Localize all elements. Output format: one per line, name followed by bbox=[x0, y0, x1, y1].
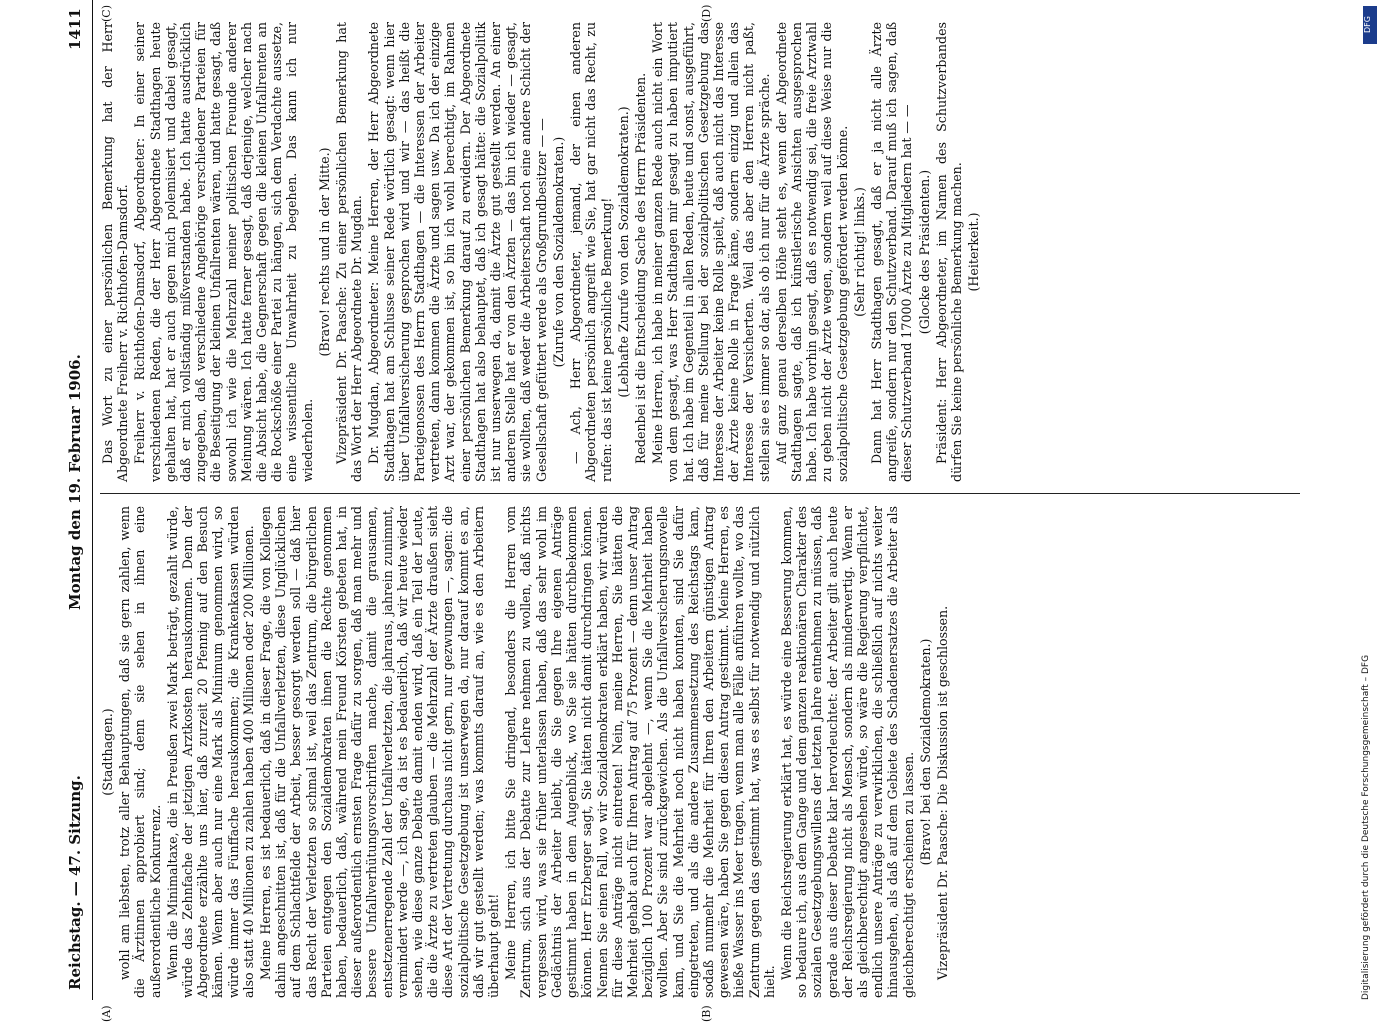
dfg-notice: Digitalisierung gefördert durch die Deutsche Forschungsgemeinschaft – DFG bbox=[1361, 654, 1371, 1000]
right-column-paragraph: (Bravo! rechts und in der Mitte.) bbox=[316, 147, 332, 357]
left-column bbox=[100, 506, 952, 998]
right-column-paragraph: Dann hat Herr Stadthagen gesagt, daß er ja nicht alle Ärzte angreife, sondern nur den Schutzverband. Darauf muß ich sagen, daß dieser Schutzverband 17000 Ärzte zu Mitgliedern hat — — bbox=[868, 22, 915, 482]
margin-mark-b: (B) bbox=[700, 1005, 713, 1022]
left-column-paragraph: Wenn die Minimaltaxe, die in Preußen zwei Mark beträgt, gezahlt würde, würde das Zehnfache der jetzigen Arztkosten herauskommen. Denn der Abgeordnete erzählte uns hier, daß zurzeit 20 Pfennig auf den Besuch kämen. Wenn aber auch nur eine Mark als Minimum genommen wird, so würde immer das Fünffache herauskommen; die Krankenkassen würden also statt 40 Millionen zu zahlen haben 400 Millionen oder 200 Millionen. bbox=[164, 506, 256, 998]
right-column-paragraph: Auf ganz genau derselben Höhe steht es, wenn der Abgeordnete Stadthagen sagte, daß ich künstlerische Ansichten ausgesprochen habe. Ich habe vorhin gesagt, daß es notwendig sei, die freie Arztwahl zu geben nicht der Ärzte wegen, sondern weil auf diese Weise nur die sozialpolitische Gesetzgebung gefördert werden könne. bbox=[773, 22, 850, 482]
header-center: Montag den 19. Februar 1906. bbox=[66, 354, 84, 610]
left-column-paragraph: (Bravo! bei den Sozialdemokraten.) bbox=[917, 638, 933, 866]
page-header bbox=[60, 0, 90, 1000]
right-column-paragraph: (Glocke des Präsidenten.) bbox=[916, 169, 932, 335]
right-column-paragraph: (Lebhafte Zurufe von den Sozialdemokraten.) bbox=[615, 106, 631, 398]
left-column-paragraph: Meine Herren, ich bitte Sie dringend, besonders die Herren vom Zentrum, sich aus der Debatte zur Lehre nehmen zu wollen, daß nichts vergessen wird, was sie früher unterlassen haben, daß das sehr wohl im Gedächtnis der Arbeiter bleibt, die Sie gegen Ihre eigenen Anträge gestimmt haben in dem Augenblick, wo Sie sie hätten durchbekommen können. Herr Erzberger sagt, Sie hätten nicht damit durchdringen können. Nennen Sie einen Fall, wo wir Sozialdemokraten erklärt haben, wir würden für diese Anträge nicht eintreten! Nein, meine Herren, Sie hätten die Mehrheit gehabt auch für Ihren Antrag auf 75 Prozent — denn unser Antrag bezüglich 100 Prozent war abgelehnt —, wenn Sie die Mehrheit haben wollten. Aber Sie sind zurückgewichen. Als die Unfallversicherungsnovelle kam, und Sie die Mehrheit noch nicht haben konnten, sind Sie dafür eingetreten, und als die andere Zusammensetzung des Reichstags kam, sodaß nunmehr die Mehrheit für Ihren den Arbeitern günstigen Antrag gewesen wäre, haben Sie gegen diesen Antrag gestimmt. Meine Herren, es hieße Wasser ins Meer tragen, wenn man alle Fälle anführen wollte, wo das Zentrum gegen das gestimmt hat, was es selbst für notwendig und nützlich hielt. bbox=[503, 506, 777, 998]
right-column-paragraph: — Ach, Herr Abgeordneter, jemand, der einen anderen Abgeordneten persönlich angreift wie Sie, hat gar nicht das Recht, zu rufen: das ist keine persönliche Bemerkung! bbox=[568, 22, 614, 482]
right-column-paragraph: Vizepräsident Dr. Paasche: Zu einer persönlichen Bemerkung hat das Wort der Herr Abgeordnete Dr. Mugdan. bbox=[334, 22, 365, 482]
right-column bbox=[100, 22, 983, 482]
header-left: Reichstag. — 47. Sitzung. bbox=[66, 775, 84, 990]
right-column-paragraph: Meine Herren, ich habe in meiner ganzen Rede auch nicht ein Wort von dem gesagt, was Herr Stadthagen mir gesagt zu haben imputiert hat. Ich habe im Gegenteil in allen Reden, heute und sonst, ausgeführt, daß für meine Stellung bei der sozialpolitischen Gesetzgebung das Interesse der Arbeiter keine Rolle spielt, daß auch nicht das Interesse der Ärzte keine Rolle in Frage käme, sondern einzig und allein das Interesse der Versicherten. Weil das aber den Herren nicht paßt, stellen sie es immer so dar, als ob ich nur für die Ärzte spräche. bbox=[650, 22, 772, 482]
margin-mark-d: (D) bbox=[700, 4, 713, 22]
right-column-paragraph: Präsident: Herr Abgeordneter, im Namen des Schutzverbandes dürfen Sie keine persönliche Bemerkung machen. bbox=[933, 22, 964, 482]
left-column-paragraph: (Stadthagen.) bbox=[100, 708, 115, 796]
right-column-paragraph: Redenbei ist die Entscheidung Sache des Herrn Präsidenten. bbox=[632, 72, 648, 464]
left-column-paragraph: Wenn die Reichsregierung erklärt hat, es würde eine Besserung kommen, so bedaure ich, aus dem Gange und dem ganzen reaktionären Charakter des sozialen Gesetzgebungswillens der letzten Jahre entnehmen zu müssen, daß gerade aus dieser Debatte klar hervorleuchtet: der Arbeiter gilt auch heute der Reichsregierung nicht als Mensch, sondern als minderwertig. Wenn er als gleichberechtigt angesehen würde, so wäre die Regierung verpflichtet, endlich unsere Anträge zu verwirklichen, die schließlich auf nichts weiter hinausgehen, als daß auf dem Gebiete des Schadenersatzes die Arbeiter als gleichberechtigt erscheinen zu lassen. bbox=[778, 506, 916, 998]
right-column-paragraph: (Zurufe von den Sozialdemokraten.) bbox=[550, 136, 566, 368]
right-column-paragraph: Das Wort zu einer persönlichen Bemerkung hat der Herr Abgeordnete Freiherr v. Richthofen-Damsdorf. bbox=[100, 22, 131, 482]
header-rule bbox=[92, 0, 93, 1000]
column-divider bbox=[100, 493, 1300, 494]
right-column-paragraph: Dr. Mugdan, Abgeordneter: Meine Herren, der Herr Abgeordnete Stadthagen hat am Schlusse seiner Rede wörtlich gesagt: wenn hier über Unfallversicherung gesprochen wird und wir — das heißt die Parteigenossen des Herrn Stadthagen — die Interessen der Arbeiter vertreten, dann kommen die Ärzte und sagen usw. Da ich der einzige Arzt war, der gekommen ist, so bin ich wohl berechtigt, im Rahmen einer persönlichen Bemerkung darauf zu erwidern. Der Abgeordnete Stadthagen hat also behauptet, daß ich gesagt hätte: die Sozialpolitik ist nur unserwegen da, damit die Ärzte gut gestellt werden. An einer anderen Stelle hat er von den Ärzten — das bin ich wieder — gesagt, sie wollten, daß weder die Arbeiterschaft noch eine andere Schicht der Gesellschaft gefüttert werde als Großgrundbesitzer — — bbox=[366, 22, 549, 482]
right-column-paragraph: (Heiterkeit.) bbox=[966, 212, 982, 292]
dfg-logo: DFG bbox=[1363, 6, 1377, 44]
left-column-paragraph: Meine Herren, es ist bedauerlich, daß in dieser Frage, die von Kollegen dahin angeschnitten ist, daß für die Unfallverletzten, diese Unglücklichen auf dem Schlachtfelde der Arbeit, besser gesorgt werden soll — daß hier das Recht der Verletzten so schmal ist, weil das Zentrum, die bürgerlichen Parteien entgegen den Sozialdemokraten ihnen die Rechte genommen haben, bedauerlich, daß, während mein Freund Körsten gebeten hat, in dieser außerordentlich ernsten Frage dafür zu sorgen, daß man mehr und bessere Unfallverhütungsvorschriften mache, damit die grausamen, entsetzenerregende Zahl der Unfallverletzten, die jahraus, jahrein zunimmt, vermindert werde —, ich sage, da ist es bedauerlich, daß wir heute wieder sehen, wie diese ganze Debatte damit enden wird, daß ein Teil der Leute, die die Ärzte zu vertreten glauben — die Mehrzahl der Ärzte draußen sieht diese Art der Vertretung durchaus nicht gern, nur gezwungen —, sagen: die sozialpolitische Gesetzgebung ist unserwegen da, nur darauf kommt es an, daß wir gut gestellt werden; was kommts darauf an, wie es den Arbeitern überhaupt geht! bbox=[258, 506, 502, 998]
rotated-page-content bbox=[60, 0, 1380, 1022]
dfg-sidebar bbox=[1357, 0, 1379, 1000]
right-column-paragraph: Freiherr v. Richthofen-Damsdorf, Abgeordneter: In einer seiner verschiedenen Reden, die der Herr Abgeordnete Stadthagen heute gehalten hat, hat er auch gegen mich polemisiert und dabei gesagt, daß er mich vollständig mißverstanden habe. Ich hatte ausdrücklich zugegeben, daß verschiedene Angehörige verschiedener Parteien für die Beseitigung der kleinen Unfallrenten wären, und hatte gesagt, daß sowohl ich wie die Mehrzahl meiner politischen Freunde anderer Meinung wären. Ich hatte ferner gesagt, daß derjenige, welcher nach die Absicht habe, die Gegnerschaft gegen die kleinen Unfallrenten an die Rockschöße einer Partei zu hängen, sich dem Verdachte aussetze, eine wissentliche Unwahrheit zu begehen. Das kann ich nur wiederholen. bbox=[132, 22, 315, 482]
margin-mark-a: (A) bbox=[100, 1005, 113, 1022]
margin-mark-c: (C) bbox=[100, 5, 113, 22]
left-column-paragraph: wohl am liebsten, trotz aller Behauptungen, daß sie gern zahlen, wenn die Ärztinnen approbiert sind; denn sie sehen in ihnen eine außerordentliche Konkurrenz. bbox=[117, 506, 163, 998]
right-column-paragraph: (Sehr richtig! links.) bbox=[851, 187, 867, 317]
page-number: 1411 bbox=[66, 8, 84, 50]
left-column-paragraph: Vizepräsident Dr. Paasche: Die Diskussion ist geschlossen. bbox=[934, 605, 950, 980]
